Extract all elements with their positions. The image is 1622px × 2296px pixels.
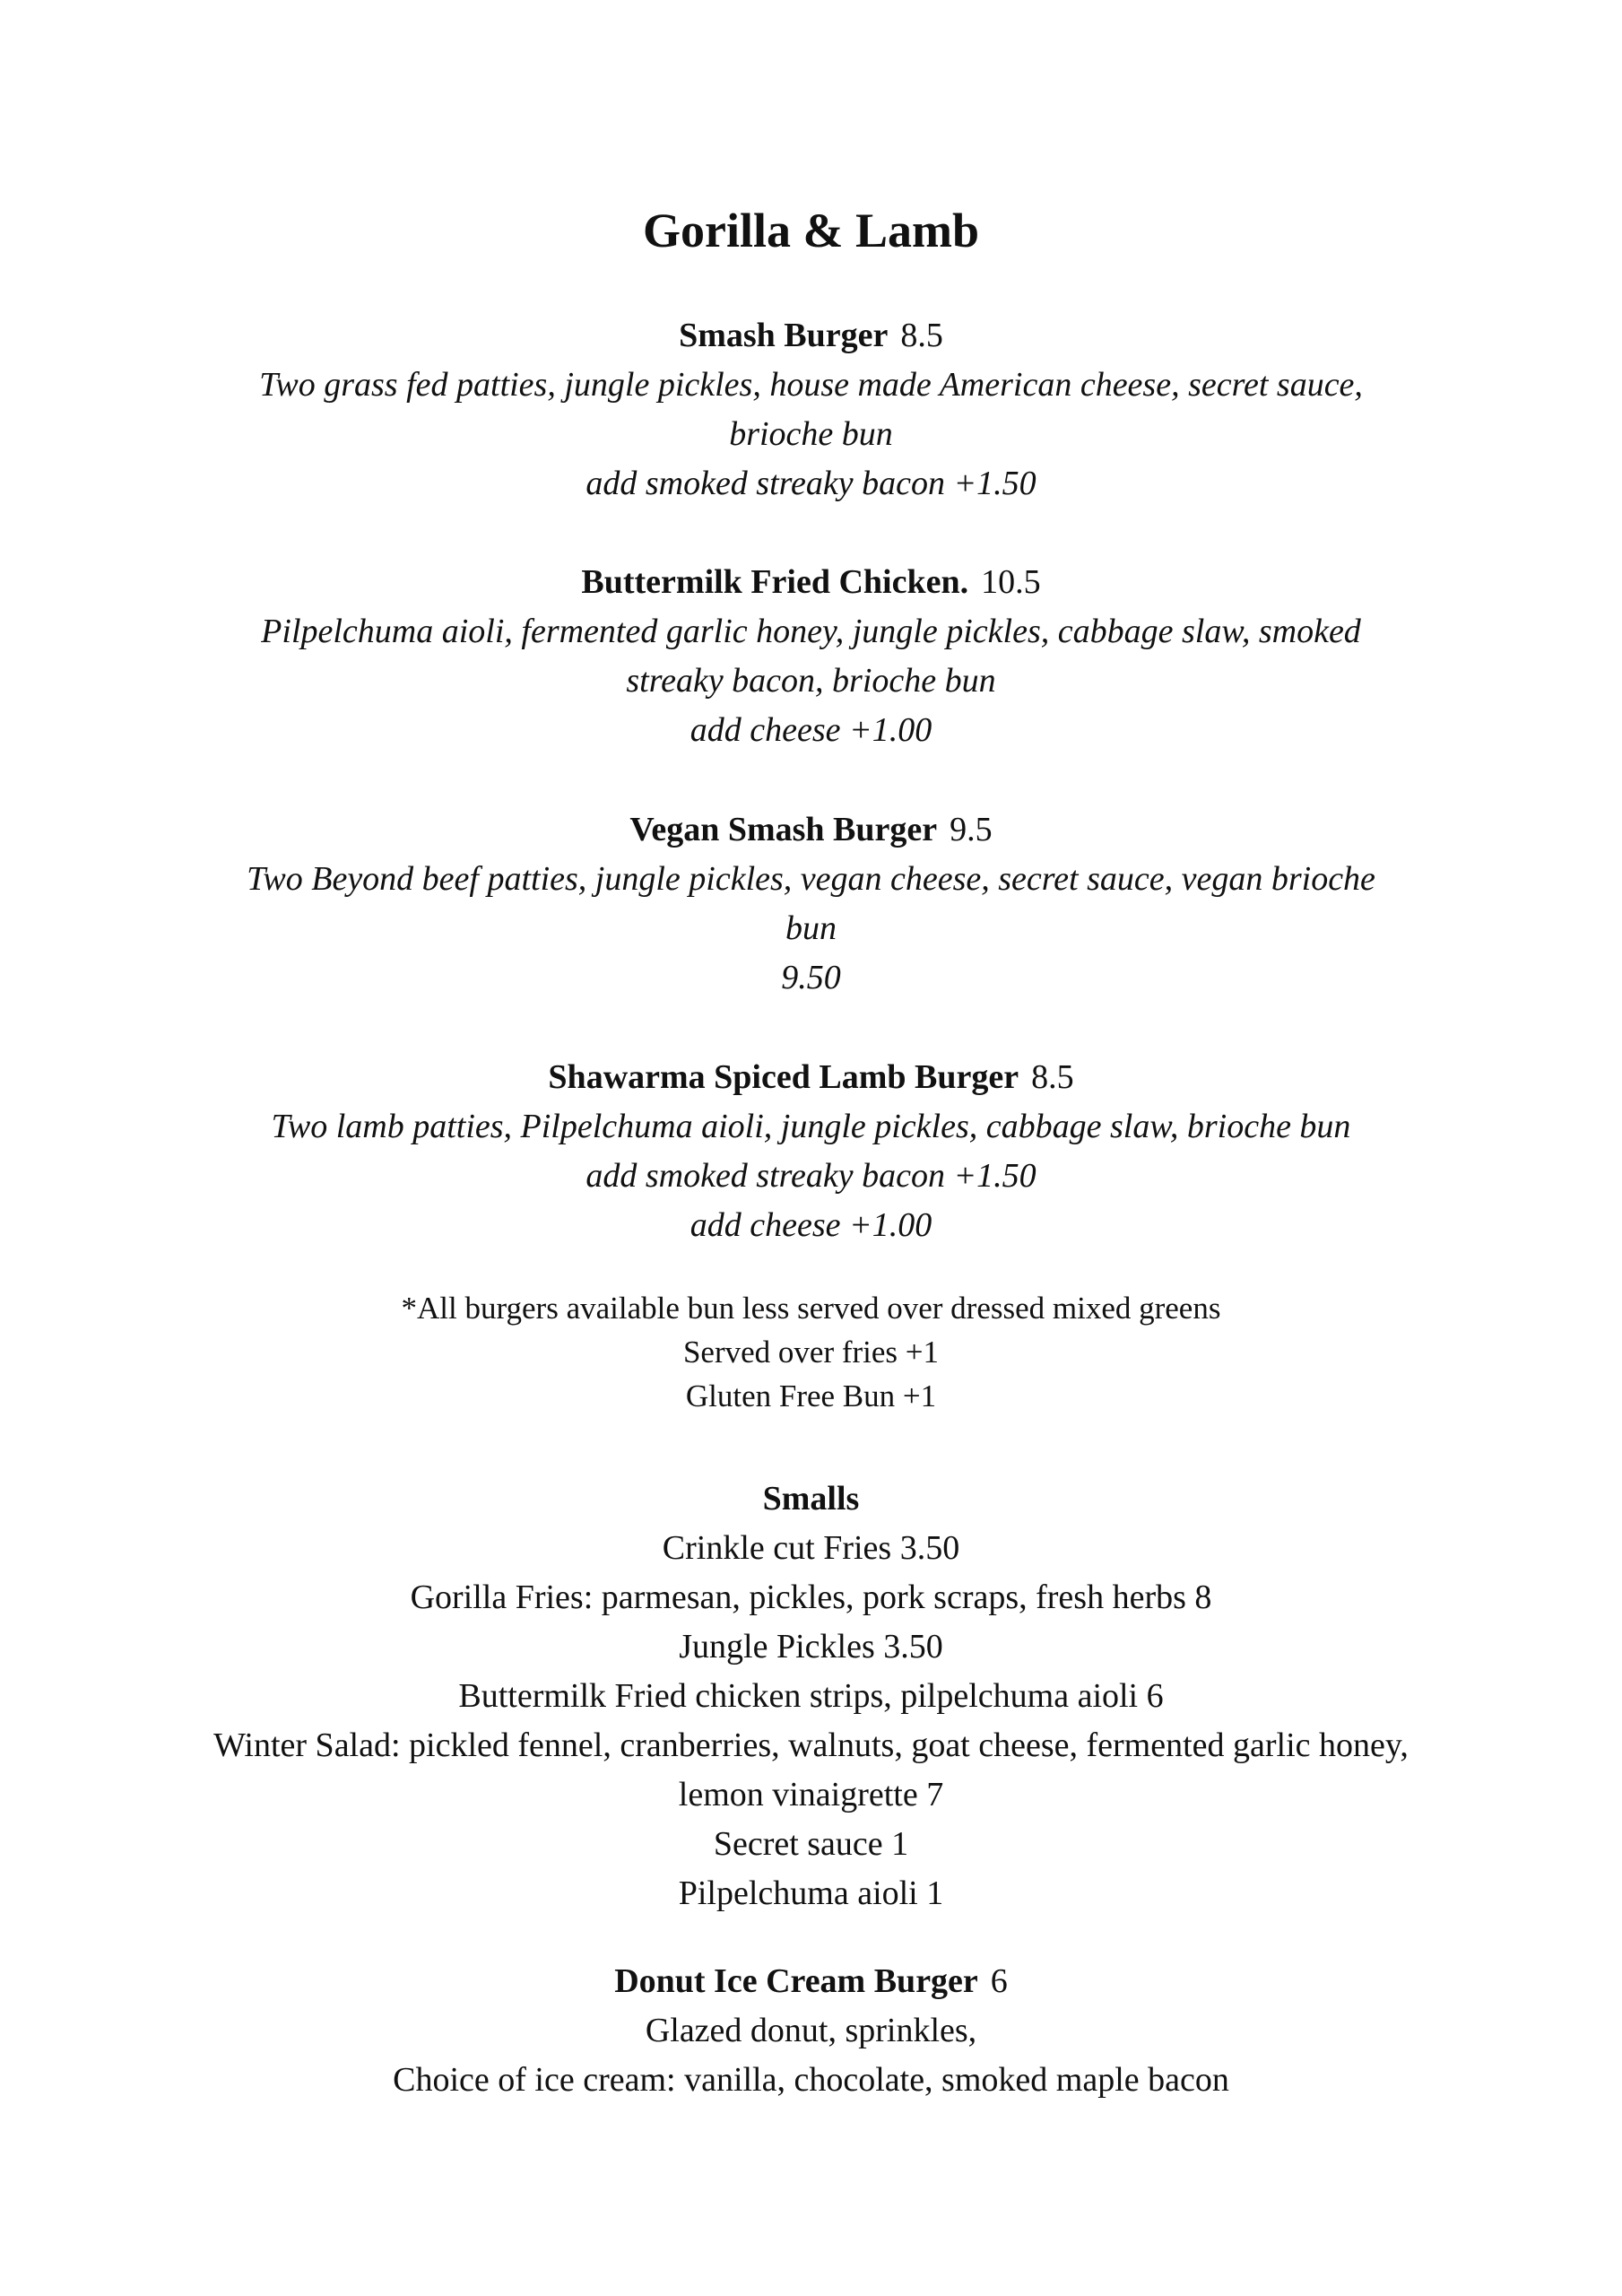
menu-item-donut-ice-cream-burger: [134, 1956, 1488, 2105]
item-header: [134, 310, 1488, 361]
menu-item-smash-burger: [134, 310, 1488, 509]
item-price: 8.5: [1031, 1058, 1074, 1096]
item-name: Vegan Smash Burger: [629, 811, 938, 848]
item-header: [134, 557, 1488, 607]
item-description: Two Beyond beef patties, jungle pickles, vegan cheese, secret sauce, vegan brioche bun: [247, 860, 1375, 947]
small-item: Crinkle cut Fries 3.50: [662, 1529, 960, 1567]
menu-title: Gorilla & Lamb: [643, 204, 979, 257]
note-line: *All burgers available bun less served over dressed mixed greens: [401, 1291, 1221, 1326]
item-description: Two lamb patties, Pilpelchuma aioli, jungle pickles, cabbage slaw, brioche bun: [271, 1108, 1351, 1145]
section-heading: Smalls: [762, 1480, 860, 1518]
burger-notes: [134, 1286, 1488, 1418]
item-price: 6: [990, 1962, 1008, 2000]
dessert-line: Choice of ice cream: vanilla, chocolate, smoked maple bacon: [393, 2061, 1229, 2099]
item-name: Smash Burger: [679, 317, 889, 354]
small-item: Winter Salad: pickled fennel, cranberries, walnuts, goat cheese, fermented garlic honey, lemon vinaigrette 7: [213, 1726, 1409, 1813]
small-item: Secret sauce 1: [713, 1825, 909, 1863]
item-name: Donut Ice Cream Burger: [614, 1962, 978, 2000]
note-line: Served over fries +1: [682, 1335, 940, 1370]
item-header: [134, 1956, 1488, 2006]
small-item: Gorilla Fries: parmesan, pickles, pork scraps, fresh herbs 8: [410, 1578, 1212, 1616]
dessert-line: Glazed donut, sprinkles,: [645, 2012, 977, 2049]
item-price: 8.5: [900, 317, 943, 354]
item-price: 9.5: [950, 811, 993, 848]
item-description: Pilpelchuma aioli, fermented garlic honey, jungle pickles, cabbage slaw, smoked streaky bacon, brioche bun: [261, 613, 1361, 700]
item-extra: add smoked streaky bacon +1.50: [585, 1157, 1037, 1195]
item-description: Two grass fed patties, jungle pickles, house made American cheese, secret sauce, brioche bun: [259, 366, 1363, 453]
smalls-heading: [134, 1474, 1488, 1524]
small-item: Pilpelchuma aioli 1: [678, 1874, 944, 1912]
menu-item-lamb-burger: [134, 1052, 1488, 1250]
menu-item-fried-chicken: [134, 557, 1488, 755]
smalls-section: [134, 1474, 1488, 1918]
note-line: Gluten Free Bun +1: [685, 1378, 937, 1413]
item-extra: add cheese +1.00: [690, 1206, 932, 1244]
item-extra: add smoked streaky bacon +1.50: [585, 465, 1037, 502]
item-price: 10.5: [981, 563, 1041, 601]
item-extra: add cheese +1.00: [690, 711, 932, 749]
item-extra: 9.50: [781, 959, 841, 996]
small-item: Jungle Pickles 3.50: [679, 1628, 943, 1665]
item-header: [134, 804, 1488, 855]
item-name: Shawarma Spiced Lamb Burger: [548, 1058, 1019, 1096]
menu-item-vegan-smash-burger: [134, 804, 1488, 1003]
item-name: Buttermilk Fried Chicken.: [581, 563, 969, 601]
item-header: [134, 1052, 1488, 1102]
small-item: Buttermilk Fried chicken strips, pilpelchuma aioli 6: [458, 1677, 1164, 1715]
